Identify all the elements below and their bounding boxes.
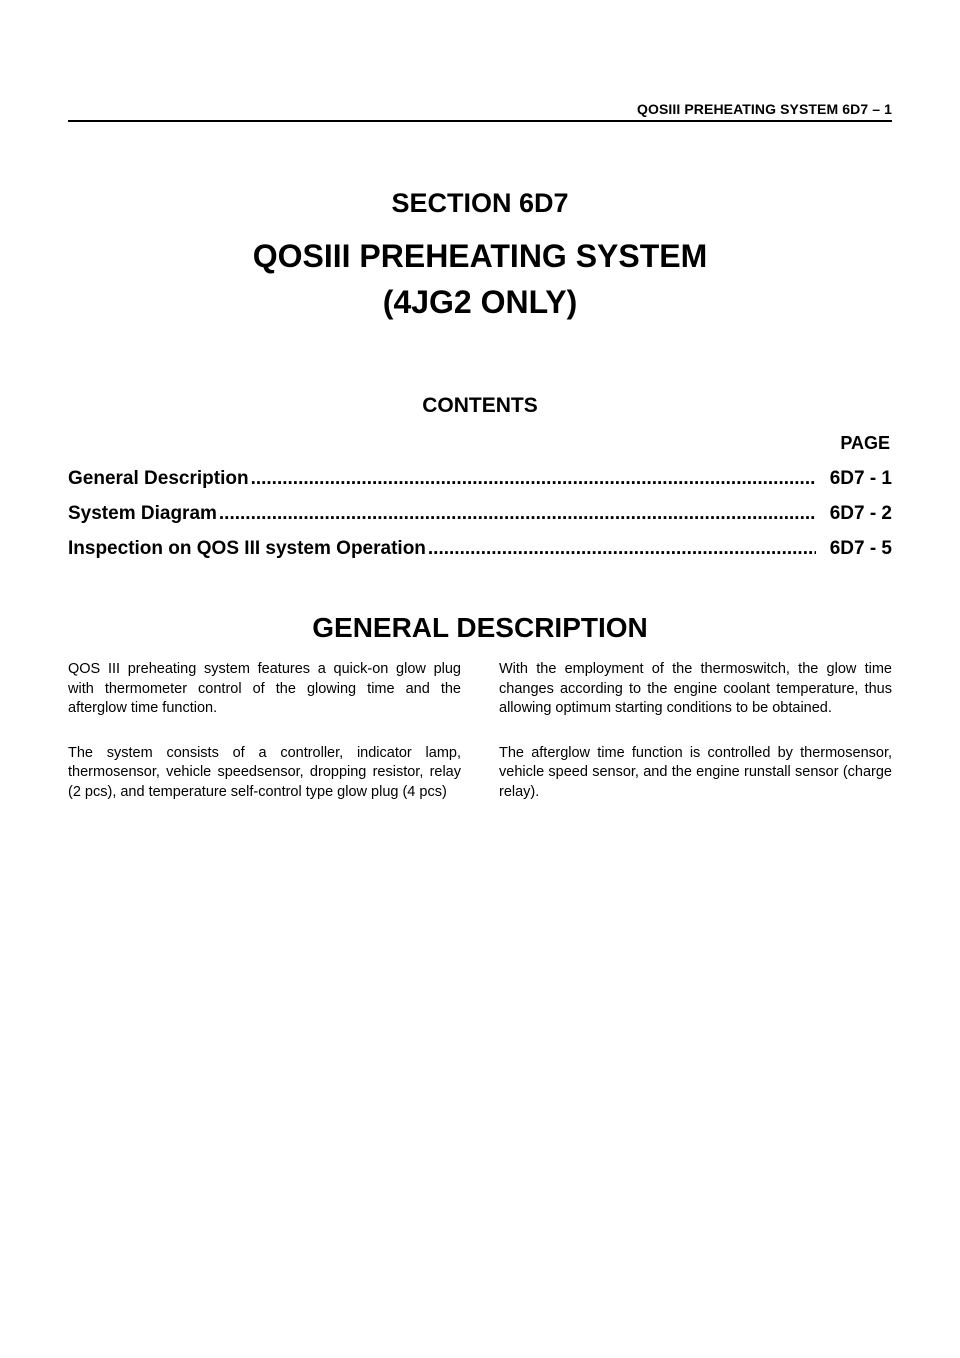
- sub-title: (4JG2 ONLY): [382, 284, 578, 320]
- right-column: [499, 660, 892, 827]
- toc-item-inspection[interactable]: [68, 538, 892, 573]
- paragraph: The system consists of a controller, indicator lamp, thermosensor, vehicle speedsensor, dropping resistor, relay (2 pcs), and temperature self-control type glow plug (4 pcs): [68, 744, 461, 800]
- header-text: QOSIII PREHEATING SYSTEM 6D7 – 1: [636, 101, 892, 117]
- toc-item-page: 6D7 - 1: [829, 468, 892, 489]
- table-of-contents: [68, 468, 892, 573]
- general-description-heading: GENERAL DESCRIPTION: [312, 612, 648, 643]
- left-column: [68, 660, 461, 827]
- main-title: QOSIII PREHEATING SYSTEM: [252, 238, 708, 274]
- toc-leader-dots: [251, 468, 816, 490]
- paragraph: QOS III preheating system features a quick-on glow plug with thermometer control of the glowing time and the afterglow time function.: [68, 661, 461, 716]
- toc-item-system-diagram[interactable]: [68, 503, 892, 538]
- page-column-label: PAGE: [840, 433, 890, 453]
- page-header: [68, 98, 892, 122]
- toc-leader-dots: [428, 538, 816, 560]
- section-title: SECTION 6D7: [391, 188, 569, 218]
- toc-item-title: Inspection on QOS III system Operation: [68, 538, 426, 559]
- toc-item-general-description[interactable]: [68, 468, 892, 503]
- paragraph: With the employment of the thermoswitch, the glow time changes according to the engine coolant temperature, thus allowing optimum starting conditions to be obtained.: [499, 661, 892, 716]
- contents-heading: CONTENTS: [422, 394, 538, 417]
- toc-item-page: 6D7 - 5: [829, 538, 892, 559]
- toc-item-title: General Description: [68, 468, 249, 489]
- paragraph: The afterglow time function is controlled by thermosensor, vehicle speed sensor, and the engine runstall sensor (charge relay).: [499, 744, 892, 800]
- toc-item-title: System Diagram: [68, 503, 217, 524]
- toc-leader-dots: [219, 503, 816, 525]
- toc-item-page: 6D7 - 2: [829, 503, 892, 524]
